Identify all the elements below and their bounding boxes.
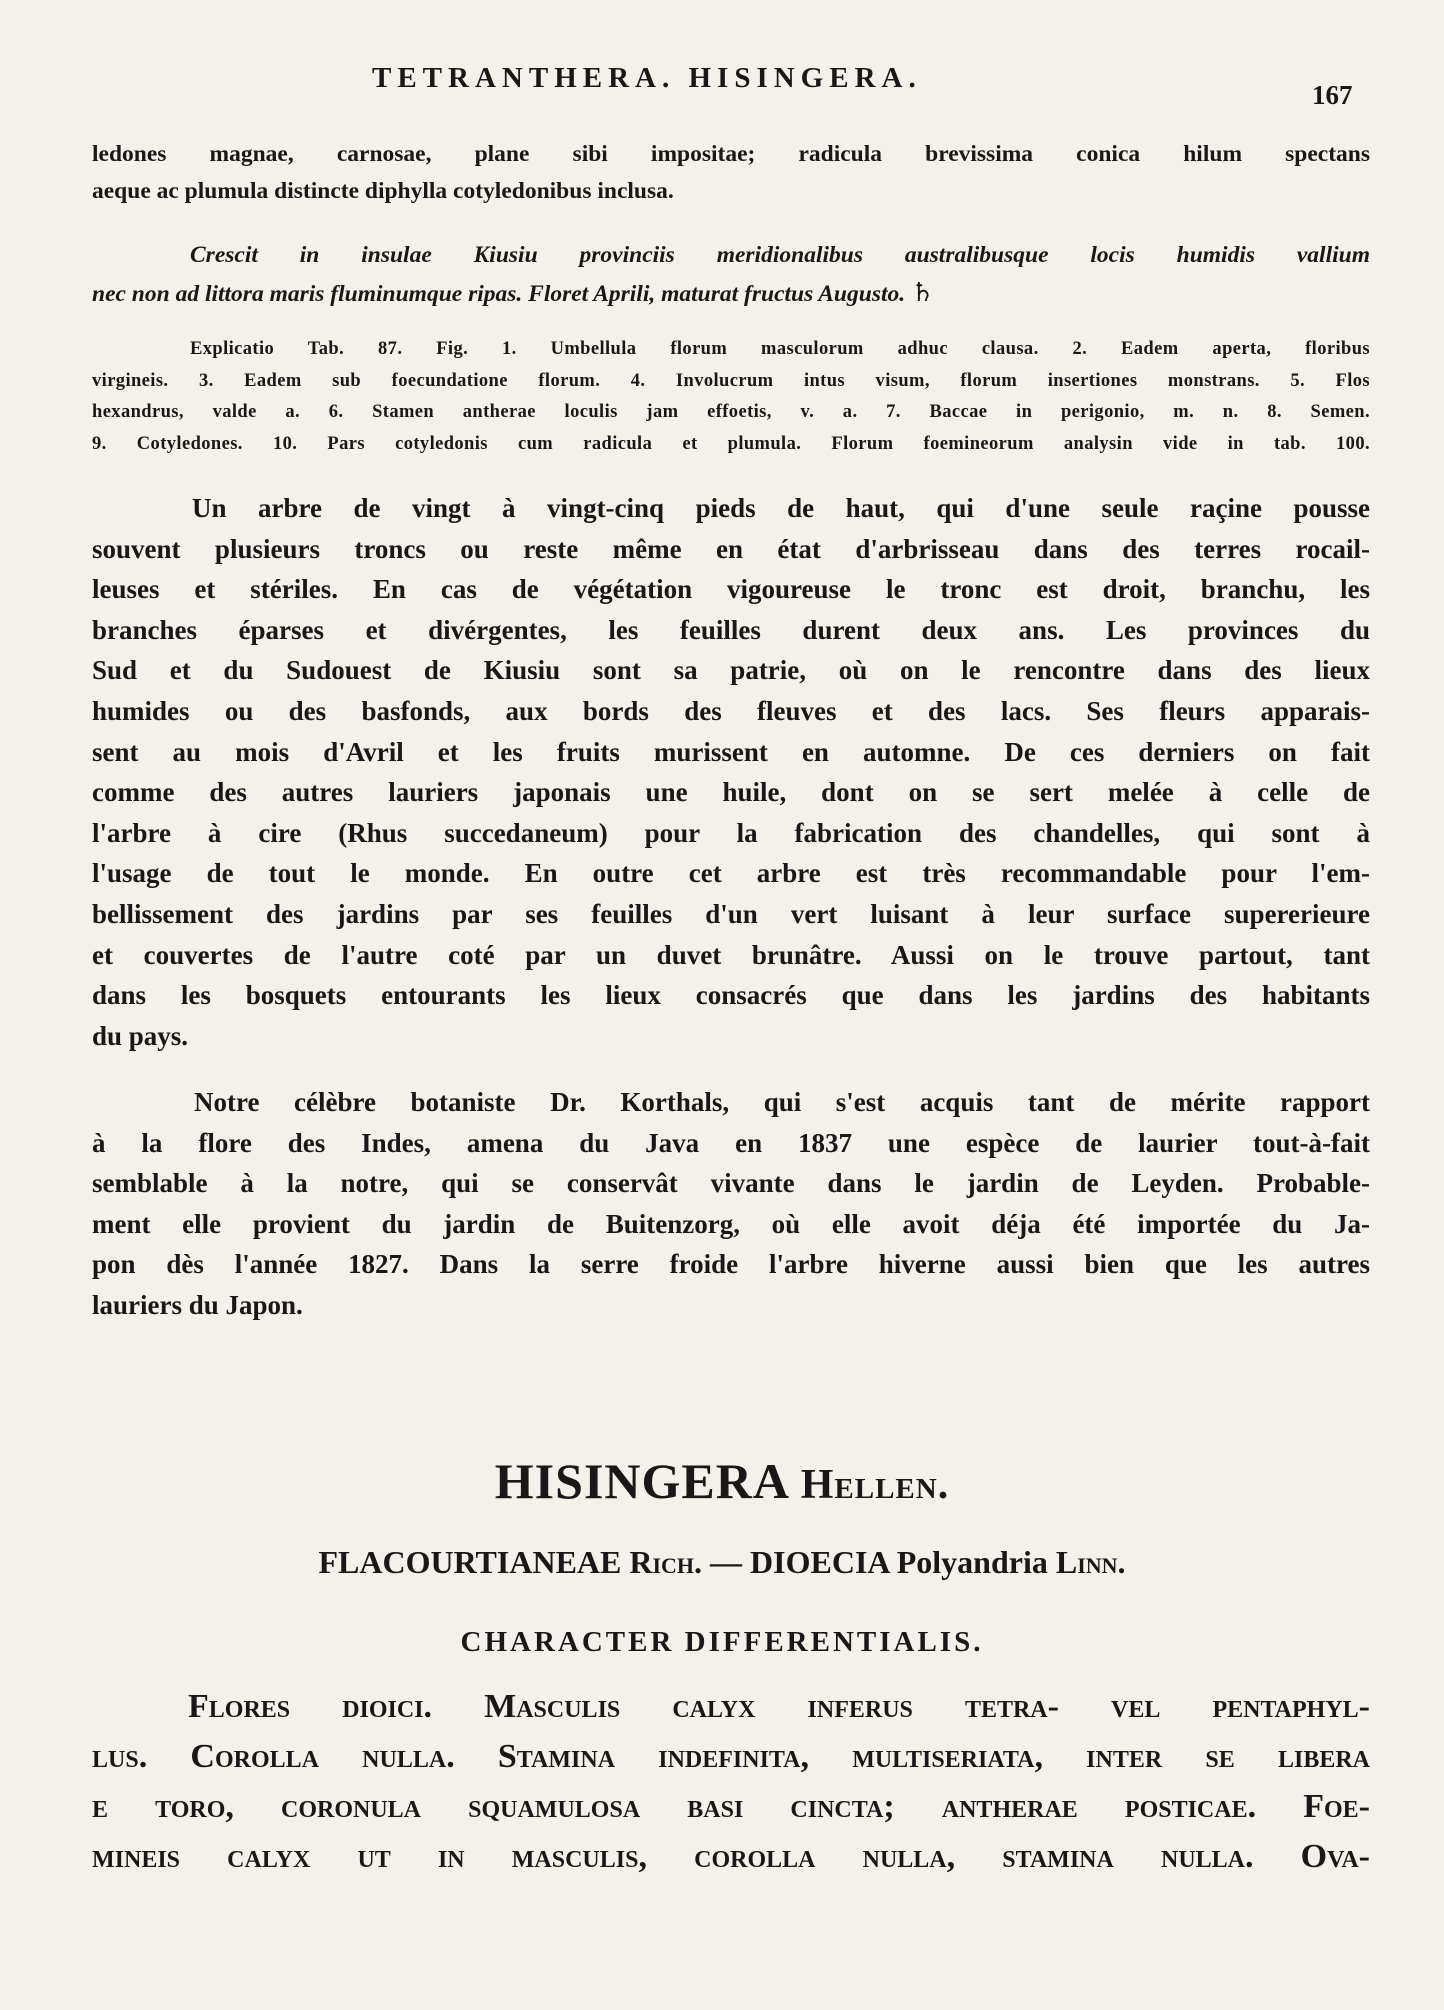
text-line: mineis calyx ut in masculis, corolla nulla, stamina nulla. Ova- — [92, 1838, 1370, 1875]
text-line: ledones magnae, carnosae, plane sibi impositae; radicula brevissima conica hilum spectans — [92, 141, 1370, 167]
character-heading: CHARACTER DIFFERENTIALIS. — [460, 1626, 984, 1658]
habitat-paragraph — [92, 236, 1370, 313]
linnaean-class: DIOECIA Polyandria — [750, 1544, 1048, 1580]
text-line: dans les bosquets entourants les lieux consacrés que dans les jardins des habitants — [92, 980, 1370, 1011]
family-author: Rich. — [629, 1544, 703, 1580]
text-line: lauriers du Japon. — [92, 1289, 303, 1320]
genus-title — [0, 1452, 1444, 1510]
text-line: 9. Cotyledones. 10. Pars cotyledonis cum radicula et plumula. Florum foemineorum analysin vide in tab. 100. — [92, 433, 1370, 454]
text-line: virgineis. 3. Eadem sub foecundatione florum. 4. Involucrum intus visum, florum insertiones monstrans. 5. Flos — [92, 370, 1370, 391]
text-line: bellissement des jardins par ses feuilles d'un vert luisant à leur surface supererieure — [92, 898, 1370, 929]
text-line: souvent plusieurs troncs ou reste même en état d'arbrisseau dans des terres rocail- — [92, 533, 1370, 564]
text-line: semblable à la notre, qui se conservât vivante dans le jardin de Leyden. Probable- — [92, 1168, 1370, 1199]
class-author: Linn. — [1055, 1544, 1126, 1580]
text-line: à la flore des Indes, amena du Java en 1837 une espèce de laurier tout-à-fait — [92, 1127, 1370, 1158]
dash: — — [710, 1544, 743, 1580]
text-line: Un arbre de vingt à vingt-cinq pieds de haut, qui d'une seule raçine pousse — [192, 493, 1370, 523]
text-line: Sud et du Sudouest de Kiusiu sont sa patrie, où on le rencontre dans des lieux — [92, 655, 1370, 686]
classification-line — [0, 1544, 1444, 1581]
text-line — [92, 274, 1370, 313]
text-line: pon dès l'année 1827. Dans la serre froide l'arbre hiverne aussi bien que les autres — [92, 1249, 1370, 1280]
text-line: du pays. — [92, 1020, 189, 1051]
latin-description — [92, 136, 1370, 210]
text-line: et couvertes de l'autre coté par un duvet brunâtre. Aussi on le trouve partout, tant — [92, 939, 1370, 970]
character-differentialis — [92, 1682, 1370, 1882]
page-number: 167 — [1312, 80, 1353, 110]
tree-sign: ♄ — [911, 278, 935, 307]
family-name: FLACOURTIANEAE — [318, 1544, 622, 1580]
genus-author: Hellen. — [800, 1462, 950, 1508]
text-line: Crescit in insulae Kiusiu provinciis meridionalibus australibusque locis humidis vallium — [190, 242, 1370, 268]
text-line: aeque ac plumula distincte diphylla cotyledonibus inclusa. — [92, 178, 674, 204]
text-line: leuses et stériles. En cas de végétation vigoureuse le tronc est droit, branchu, les — [92, 574, 1370, 605]
text-line: sent au mois d'Avril et les fruits murissent en automne. De ces derniers on fait — [92, 736, 1370, 767]
text-line: Explicatio Tab. 87. Fig. 1. Umbellula florum masculorum adhuc clausa. 2. Eadem aperta, floribus — [190, 339, 1370, 359]
text-line: comme des autres lauriers japonais une huile, dont on se sert melée à celle de — [92, 777, 1370, 808]
genus-name: HISINGERA — [494, 1453, 788, 1509]
french-paragraph-2 — [92, 1082, 1370, 1326]
text-line: humides ou des basfonds, aux bords des fleuves et des lacs. Ses fleurs apparais- — [92, 695, 1370, 726]
text-line: Flores dioici. Masculis calyx inferus tetra- vel pentaphyl- — [188, 1688, 1370, 1725]
running-header: TETRANTHERA. HISINGERA. — [372, 62, 922, 94]
text-line: Notre célèbre botaniste Dr. Korthals, qui s'est acquis tant de mérite rapport — [194, 1087, 1370, 1117]
text-line: branches éparses et divérgentes, les feuilles durent deux ans. Les provinces du — [92, 614, 1370, 645]
text-line: ment elle provient du jardin de Buitenzorg, où elle avoit déja été importée du Ja- — [92, 1208, 1370, 1239]
text-line: e toro, coronula squamulosa basi cincta; antherae posticae. Foe- — [92, 1788, 1370, 1825]
french-paragraph-1 — [92, 488, 1370, 1056]
text-line: lus. Corolla nulla. Stamina indefinita, multiseriata, inter se libera — [92, 1738, 1370, 1775]
explicatio-tabulae — [92, 334, 1370, 460]
text-line: l'usage de tout le monde. En outre cet arbre est très recommandable pour l'em- — [92, 858, 1370, 889]
text-line: l'arbre à cire (Rhus succedaneum) pour la fabrication des chandelles, qui sont à — [92, 817, 1370, 848]
text-line-content: nec non ad littora maris fluminumque ripas. Floret Aprili, maturat fructus Augusto. — [92, 281, 906, 307]
text-line: hexandrus, valde a. 6. Stamen antherae loculis jam effoetis, v. a. 7. Baccae in perigonio, m. n. 8. Semen. — [92, 402, 1370, 422]
